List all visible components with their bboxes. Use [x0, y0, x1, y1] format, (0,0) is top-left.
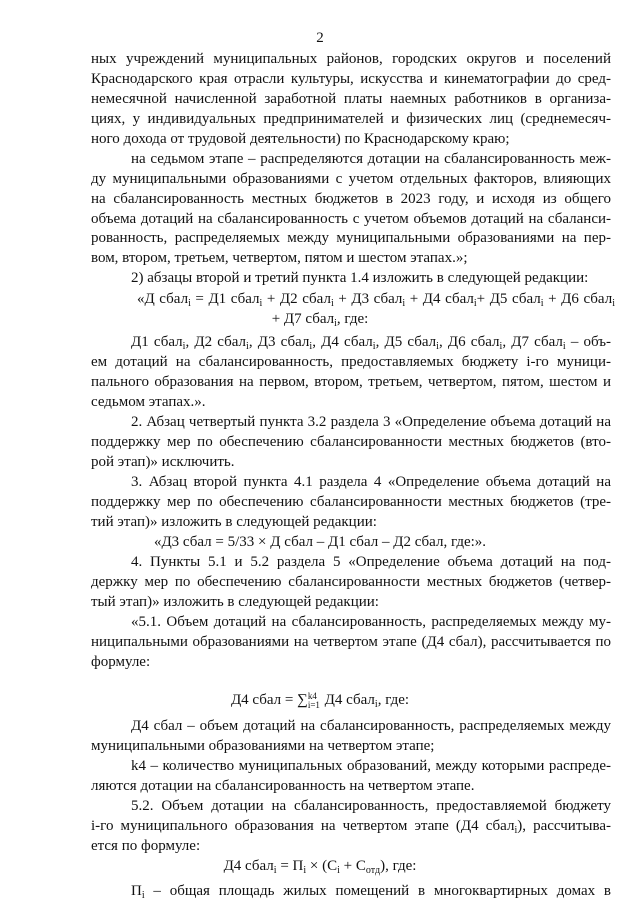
- text-line: 3. Абзац второй пункта 4.1 раздела 4 «Определение объема дотаций на: [131, 474, 611, 490]
- text-line: объема дотаций на сбалансированность с учетом объемов дотаций на сбаланси-: [91, 211, 611, 227]
- formula-part: + С: [339, 858, 366, 874]
- text-line: тый этап)» изложить в следующей редакции:: [91, 594, 379, 610]
- text-line: седьмом этапах.».: [91, 394, 206, 410]
- text-line-last: [131, 882, 611, 900]
- text-line: 2. Абзац четвертый пункта 3.2 раздела 3 «Определение объема дотаций на: [131, 414, 611, 430]
- text-line: поддержку мер по обеспечению сбалансированности местных бюджетов (тре-: [91, 494, 611, 510]
- text-line: тий этап)» изложить в следующей редакции:: [91, 514, 377, 530]
- text-line: поддержку мер по обеспечению сбалансированности местных бюджетов (вто-: [91, 434, 611, 450]
- text-line: 5.2. Объем дотации на сбалансированность, предоставляемой бюджету: [131, 798, 611, 814]
- text-line: ется по формуле:: [91, 838, 201, 854]
- formula-d3-sbal: «Д3 сбал = 5/33 × Д сбал – Д1 сбал – Д2 сбал, где:».: [153, 534, 487, 550]
- formula-part: = П: [276, 858, 304, 874]
- text-line: 4. Пункты 5.1 и 5.2 раздела 5 «Определение объема дотаций на под-: [131, 554, 611, 570]
- text-line: муниципальными образованиями на четвертом этапе;: [91, 738, 435, 754]
- formula-d4-sbal-i-expr: [0, 857, 640, 875]
- text-line: вом, втором, третьем, четвертом, пятом и шестом этапах.»;: [91, 250, 468, 266]
- text-line: ных учреждений муниципальных районов, городских округов и поселений: [91, 51, 611, 67]
- text-line: ляются дотации на сбалансированность на четвертом этапе.: [91, 778, 475, 794]
- subscript: i: [141, 890, 145, 901]
- formula-part: Д4 сбал: [223, 858, 274, 874]
- text-line: i-го муниципального образования на четвертом этапе (Д4 сбал$_i$), рассчитыва-: [91, 818, 611, 836]
- formula-d-sbal: «Д сбал$_i$ = Д1 сбал$_i$ + Д2 сбал$_i$ + Д3 сбал$_i$ + Д4 сбал$_i$+ Д5 сбал$_i$ + Д6 сбал$_i$: [137, 291, 615, 309]
- page-number: 2: [316, 30, 324, 46]
- definition-line: Д1 сбал$_i$, Д2 сбал$_i$, Д3 сбал$_i$, Д4 сбал$_i$, Д5 сбал$_i$, Д6 сбал$_i$, Д7 сбал$_i$ – объ-: [131, 334, 612, 352]
- text-line: на сбалансированность местных бюджетов в 2023 году, и исходя из общего: [91, 191, 611, 207]
- formula-part: ), где:: [380, 858, 417, 874]
- text-line: «5.1. Объем дотаций на сбалансированность, распределяемых между му-: [131, 614, 611, 630]
- text-line: циях, у индивидуальных предпринимателей и физических лиц (среднемесяч-: [91, 111, 611, 127]
- text-line: пального образования на первом, втором, третьем, четвертом, пятом, шестом и: [91, 374, 611, 390]
- text-line: рой этап)» исключить.: [91, 454, 235, 470]
- text-line: немесячной начисленной заработной платы наемных работников в организа-: [91, 91, 611, 107]
- text-line: ного дохода от трудовой деятельности) по Краснодарскому краю;: [91, 131, 510, 147]
- subscript: отд: [365, 865, 381, 876]
- subscript: i: [303, 865, 307, 876]
- text-line: Д4 сбал – объем дотаций на сбалансированность, распределяемых между: [131, 718, 611, 734]
- subscript: i: [273, 865, 277, 876]
- text-line: ду муниципальными образованиями с учетом отдельных факторов, влияющих: [91, 171, 611, 187]
- text-line: держку мер по обеспечению сбалансированности местных бюджетов (четвер-: [91, 574, 611, 590]
- formula-d-sbal-cont: + Д7 сбал$_i$, где:: [271, 311, 369, 329]
- text-line: ниципальными образованиями на четвертом этапе (Д4 сбал), рассчитывается по: [91, 634, 611, 650]
- text-part: П: [131, 883, 142, 899]
- text-line: Краснодарского края отрасли культуры, искусства и кинематографии до сред-: [91, 71, 611, 87]
- text-line: ем дотаций на сбалансированность, предоставляемых бюджету i-го муници-: [91, 354, 611, 370]
- subscript: i: [337, 865, 340, 876]
- formula-d4-sum: Д4 сбал = ∑ k4 i=1 Д4 сбал$_i$, где:: [230, 690, 410, 710]
- text-line: на седьмом этапе – распределяются дотации на сбалансированность меж-: [131, 151, 611, 167]
- text-line: 2) абзацы второй и третий пункта 1.4 изложить в следующей редакции:: [131, 270, 589, 286]
- text-line: k4 – количество муниципальных образований, между которыми распреде-: [131, 758, 611, 774]
- text-line: рованность, распределяемых между муниципальными образованиями на пер-: [91, 230, 611, 246]
- text-part: – общая площадь жилых помещений в многоквартирных домах в: [144, 883, 611, 899]
- text-line: формуле:: [91, 654, 151, 670]
- formula-part: × (С: [306, 858, 338, 874]
